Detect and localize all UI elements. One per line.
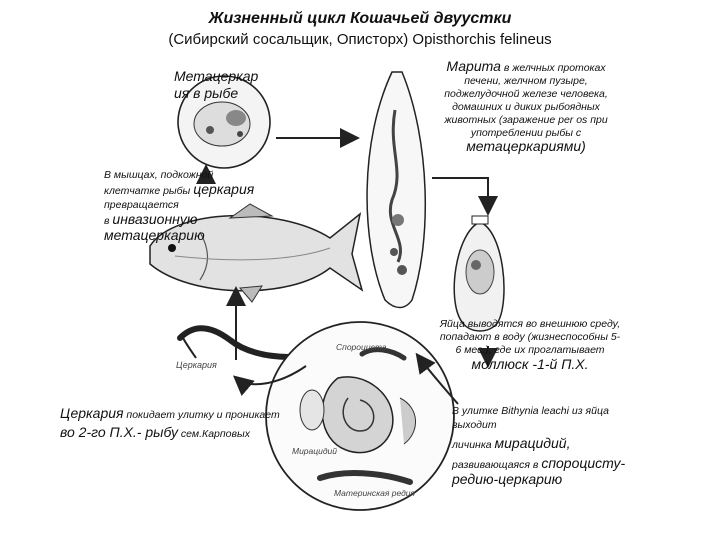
marita-image bbox=[367, 72, 425, 308]
bithynia-line-4b: спороцисту- bbox=[541, 455, 626, 471]
sporocyst-label: Спороциста bbox=[336, 342, 387, 352]
marita-line-2: печени, желчном пузыре, bbox=[464, 75, 588, 87]
fish-muscle-description bbox=[104, 168, 304, 242]
metacercaria-fish-label bbox=[174, 68, 258, 102]
eggs-line-1: Яйца выводятся во внешнюю среду, bbox=[439, 318, 621, 330]
muscle-line-4b: инвазионную bbox=[112, 211, 198, 227]
marita-description bbox=[426, 60, 626, 153]
eggs-line-4: моллюск -1-й П.Х. bbox=[471, 356, 589, 372]
eggs-line-3: 6 мес.), где их проглатывает bbox=[455, 344, 605, 356]
metacercaria-fish-line-2: ия в рыбе bbox=[174, 85, 239, 101]
miracidium-label: Мирацидий bbox=[292, 446, 338, 456]
muscle-line-5: метацеркарию bbox=[104, 227, 205, 243]
diagram-subtitle: (Сибирский сосальщик, Описторх) Opisthorchis felineus bbox=[168, 31, 552, 48]
muscle-line-3: превращается bbox=[104, 199, 179, 211]
mother-redia-label: Материнская редия bbox=[334, 488, 416, 498]
marita-line-4: домашних и диких рыбоядных bbox=[452, 101, 600, 113]
cercaria-leaves-c: во 2-го П.Х.- рыбу bbox=[60, 424, 179, 440]
bithynia-line-5: редию-церкарию bbox=[452, 471, 563, 487]
muscle-line-1: В мышцах, подкожной bbox=[104, 169, 214, 181]
bithynia-line-4a: развивающаяся в bbox=[452, 459, 542, 471]
bithynia-description bbox=[452, 404, 652, 486]
eggs-description bbox=[424, 318, 636, 371]
marita-line-5: животных (заражение per os при bbox=[444, 114, 608, 126]
marita-line-1: в желчных протоках bbox=[503, 62, 606, 74]
muscle-line-2b: церкария bbox=[193, 181, 255, 197]
metacercaria-fish-line-1: Метацеркар bbox=[174, 68, 259, 84]
bithynia-line-3b: мирацидий, bbox=[494, 435, 571, 451]
marita-line-7: метацеркариями) bbox=[466, 138, 586, 154]
cercaria-leaves-description bbox=[60, 404, 300, 442]
eggs-line-2: попадают в воду (жизнеспособны 5- bbox=[439, 331, 621, 343]
bithynia-line-1: В улитке Bithynia leachi из яйца bbox=[452, 405, 609, 417]
bithynia-line-2: выходит bbox=[452, 419, 497, 431]
cercaria-label: Церкария bbox=[176, 360, 217, 370]
marita-line-6: употреблении рыбы с bbox=[470, 127, 582, 139]
muscle-line-2a: клетчатке рыбы bbox=[104, 185, 194, 197]
bithynia-line-3a: личинка bbox=[452, 439, 495, 451]
marita-term: Марита bbox=[446, 58, 501, 74]
marita-line-3: поджелудочной железе человека, bbox=[444, 88, 608, 100]
cercaria-leaves-a: Церкария bbox=[60, 405, 124, 421]
cercaria-leaves-b: покидает улитку и проникает bbox=[123, 409, 280, 421]
muscle-line-4a: в bbox=[104, 215, 113, 227]
egg-image bbox=[454, 216, 504, 331]
cercaria-leaves-d: сем.Карповых bbox=[178, 428, 250, 440]
diagram-title: Жизненный цикл Кошачьей двуустки bbox=[208, 10, 512, 27]
